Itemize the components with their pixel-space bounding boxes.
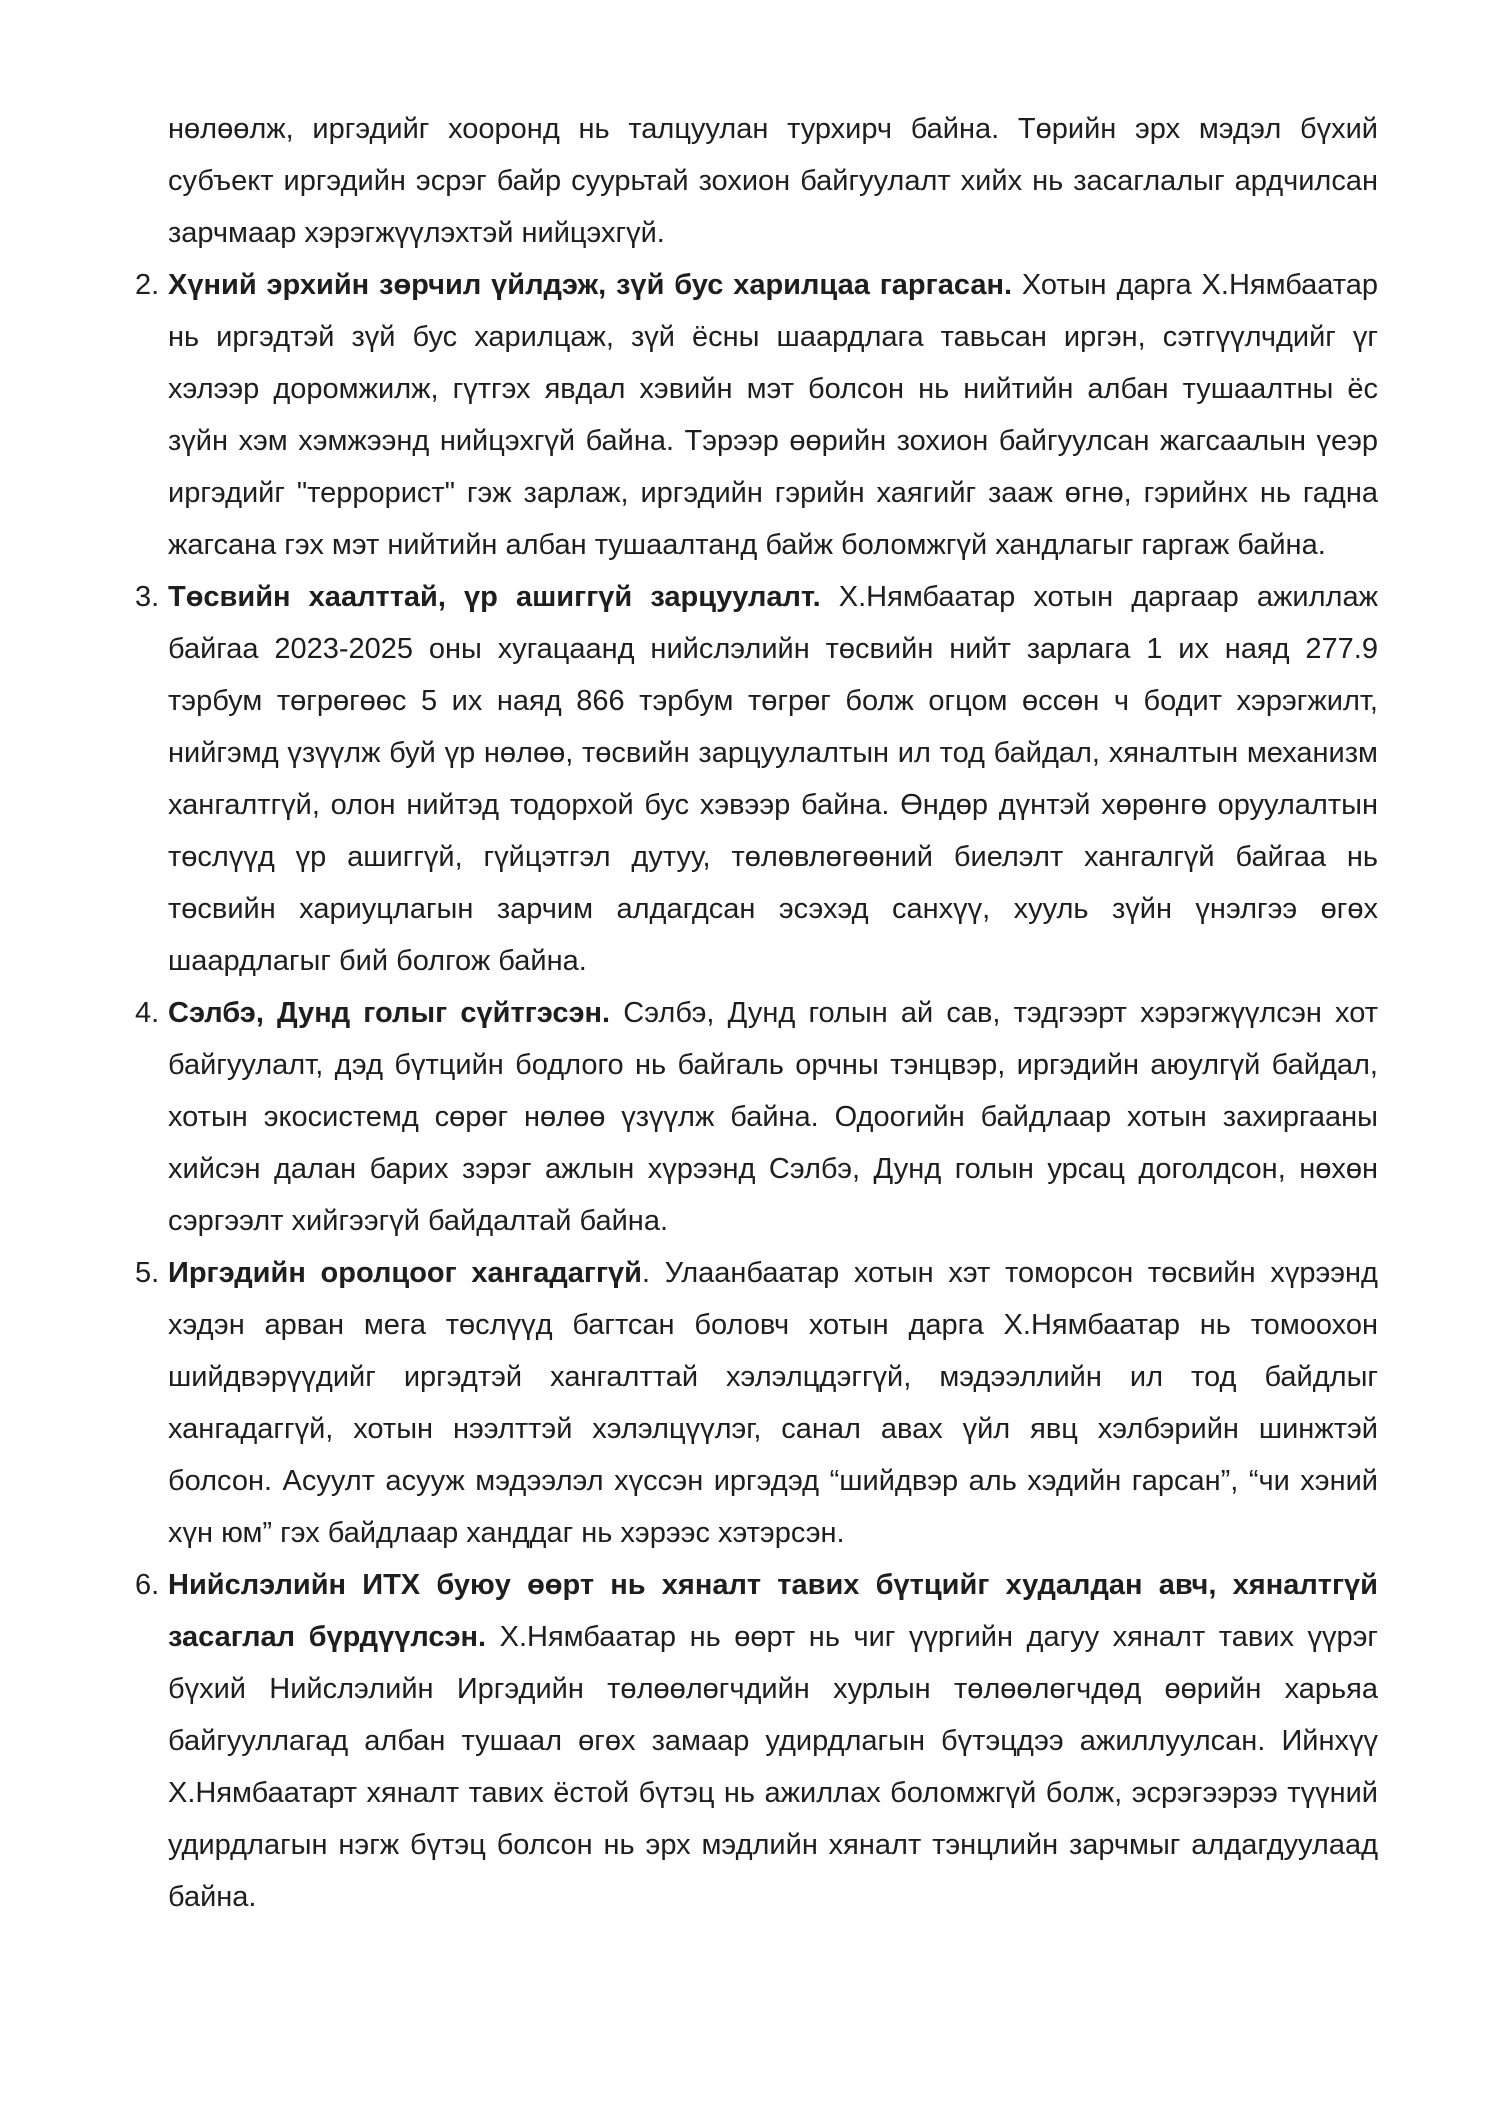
document-body: [135, 103, 1378, 1923]
paragraph-intro-continuation: нөлөөлж, иргэдийг хооронд нь талцуулан турхирч байна. Төрийн эрх мэдэл бүхий субъект иргэдийн эсрэг байр суурьтай зохион байгуулалт хийх нь засаглалыг ардчилсан зарчмаар хэрэгжүүлэхтэй нийцэхгүй.: [168, 113, 1378, 249]
list-item-4-text: Сэлбэ, Дунд голын ай сав, тэдгээрт хэрэгжүүлсэн хот байгуулалт, дэд бүтцийн бодлого нь байгаль орчны тэнцвэр, иргэдийн аюулгүй байдал, хотын экосистемд сөрөг нөлөө үзүүлж байна. Одоогийн байдлаар хотын захиргааны хийсэн далан барих зэрэг ажлын хүрээнд Сэлбэ, Дунд голын урсац доголдсон, нөхөн сэргээлт хийгээгүй байдалтай байна.: [168, 997, 1378, 1237]
list-item-2-number: 2.: [135, 269, 160, 301]
list-item-3: [135, 571, 1378, 987]
list-item-3-text: Х.Нямбаатар хотын даргаар ажиллаж байгаа 2023-2025 оны хугацаанд нийслэлийн төсвийн нийт зарлага 1 их наяд 277.9 тэрбум төгрөгөөс 5 их наяд 866 тэрбум төгрөг болж огцом өссөн ч бодит хэрэгжилт, нийгэмд үзүүлж буй үр нөлөө, төсвийн зарцуулалтын ил тод байдал, хяналтын механизм хангалтгүй, олон нийтэд тодорхой бус хэвээр байна. Өндөр дүнтэй хөрөнгө оруулалтын төслүүд үр ашиггүй, гүйцэтгэл дутуу, төлөвлөгөөний биелэлт хангалгүй байгаа нь төсвийн хариуцлагын зарчим алдагдсан эсэхэд санхүү, хууль зүйн үнэлгээ өгөх шаардлагыг бий болгож байна.: [168, 581, 1378, 977]
list-item-2: [135, 259, 1378, 571]
list-item-3-heading: Төсвийн хаалттай, үр ашиггүй зарцуулалт.: [168, 581, 821, 613]
list-item-6-number: 6.: [135, 1569, 160, 1601]
list-item-4-number: 4.: [135, 997, 160, 1029]
list-item-6-heading: Нийслэлийн ИТХ буюу өөрт нь хяналт тавих бүтцийг худалдан авч, хяналтгүй засаглал бүрдүүлсэн.: [168, 1569, 1378, 1653]
list-item-5-number: 5.: [135, 1257, 160, 1289]
list-item-6-text: Х.Нямбаатар нь өөрт нь чиг үүргийн дагуу хяналт тавих үүрэг бүхий Нийслэлийн Иргэдийн төлөөлөгчдийн хурлын төлөөлөгчдөд өөрийн харьяа байгууллагад албан тушаал өгөх замаар удирдлагын бүтэцдээ ажиллуулсан. Ийнхүү Х.Нямбаатарт хяналт тавих ёстой бүтэц нь ажиллах боломжгүй болж, эсрэгээрээ түүний удирдлагын нэгж бүтэц болсон нь эрх мэдлийн хяналт тэнцлийн зарчмыг алдагдуулаад байна.: [168, 1621, 1378, 1913]
list-item-4: [135, 987, 1378, 1247]
list-item-4-heading: Сэлбэ, Дунд голыг сүйтгэсэн.: [168, 997, 611, 1029]
list-item-3-number: 3.: [135, 581, 160, 613]
list-item-5-heading: Иргэдийн оролцоог хангадаггүй: [168, 1257, 643, 1289]
list-item-5: [135, 1247, 1378, 1559]
list-item-2-text: Хотын дарга Х.Нямбаатар нь иргэдтэй зүй бус харилцаж, зүй ёсны шаардлага тавьсан иргэн, сэтгүүлчдийг үг хэлээр доромжилж, гүтгэх явдал хэвийн мэт болсон нь нийтийн албан тушаалтны ёс зүйн хэм хэмжээнд нийцэхгүй байна. Тэрээр өөрийн зохион байгуулсан жагсаалын үеэр иргэдийг "террорист" гэж зарлаж, иргэдийн гэрийн хаягийг зааж өгнө, гэрийнх нь гадна жагсана гэх мэт нийтийн албан тушаалтанд байж боломжгүй хандлагыг гаргаж байна.: [168, 269, 1378, 561]
list-item-6: [135, 1559, 1378, 1923]
list-item-2-heading: Хүний эрхийн зөрчил үйлдэж, зүй бус харилцаа гаргасан.: [168, 269, 1013, 301]
list-item-5-text: . Улаанбаатар хотын хэт томорсон төсвийн хүрээнд хэдэн арван мега төслүүд багтсан боловч хотын дарга Х.Нямбаатар нь томоохон шийдвэрүүдийг иргэдтэй хангалттай хэлэлцдэггүй, мэдээллийн ил тод байдлыг хангадаггүй, хотын нээлттэй хэлэлцүүлэг, санал авах үйл явц хэлбэрийн шинжтэй болсон. Асуулт асууж мэдээлэл хүссэн иргэдэд “шийдвэр аль хэдийн гарсан”, “чи хэний хүн юм” гэх байдлаар ханддаг нь хэрээс хэтэрсэн.: [168, 1257, 1378, 1549]
